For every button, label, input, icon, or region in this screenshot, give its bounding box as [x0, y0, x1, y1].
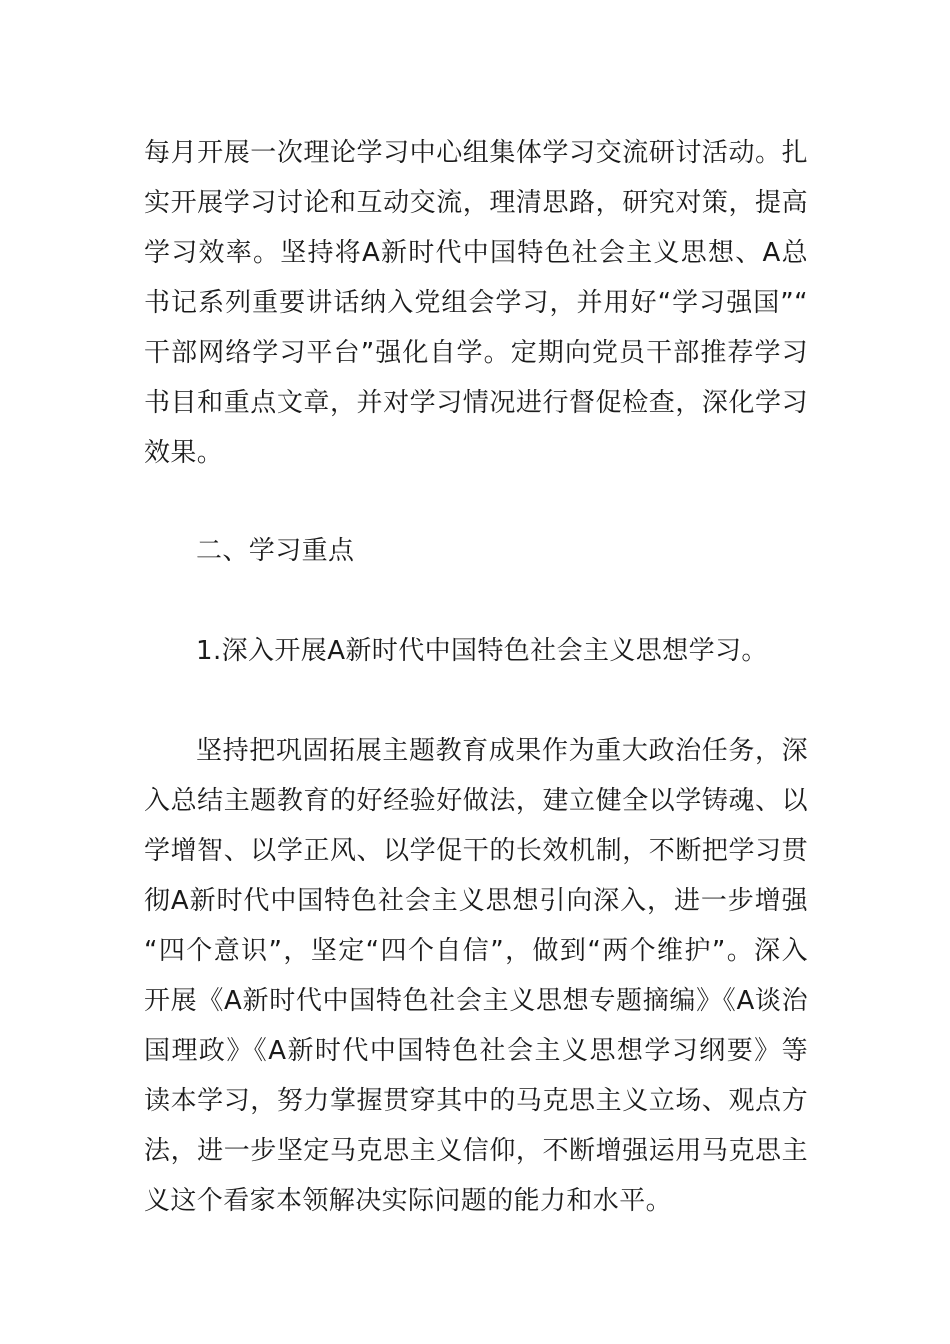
paragraph-spacer: [144, 478, 808, 526]
body-paragraph-2: 坚持把巩固拓展主题教育成果作为重大政治任务，深入总结主题教育的好经验好做法，建立健全以学铸魂、以学增智、以学正风、以学促干的长效机制，不断把学习贯彻A新时代中国特色社会主义思想引向深入，进一步增强“四个意识”，坚定“四个自信”，做到“两个维护”。深入开展《A新时代中国特色社会主义思想专题摘编》《A谈治国理政》《A新时代中国特色社会主义思想学习纲要》等读本学习，努力掌握贯穿其中的马克思主义立场、观点方法，进一步坚定马克思主义信仰，不断增强运用马克思主义这个看家本领解决实际问题的能力和水平。: [144, 736, 808, 1216]
section-heading: 二、学习重点: [196, 536, 355, 566]
subheading-1: 1.深入开展A新时代中国特色社会主义思想学习。: [196, 636, 768, 666]
body-paragraph-1: 每月开展一次理论学习中心组集体学习交流研讨活动。扎实开展学习讨论和互动交流，理清思路，研究对策，提高学习效率。坚持将A新时代中国特色社会主义思想、A总书记系列重要讲话纳入党组会学习，并用好“学习强国”“干部网络学习平台”强化自学。定期向党员干部推荐学习书目和重点文章，并对学习情况进行督促检查，深化学习效果。: [144, 138, 808, 468]
document-body: [144, 128, 808, 1226]
paragraph-spacer: [144, 676, 808, 726]
paragraph-spacer: [144, 576, 808, 626]
